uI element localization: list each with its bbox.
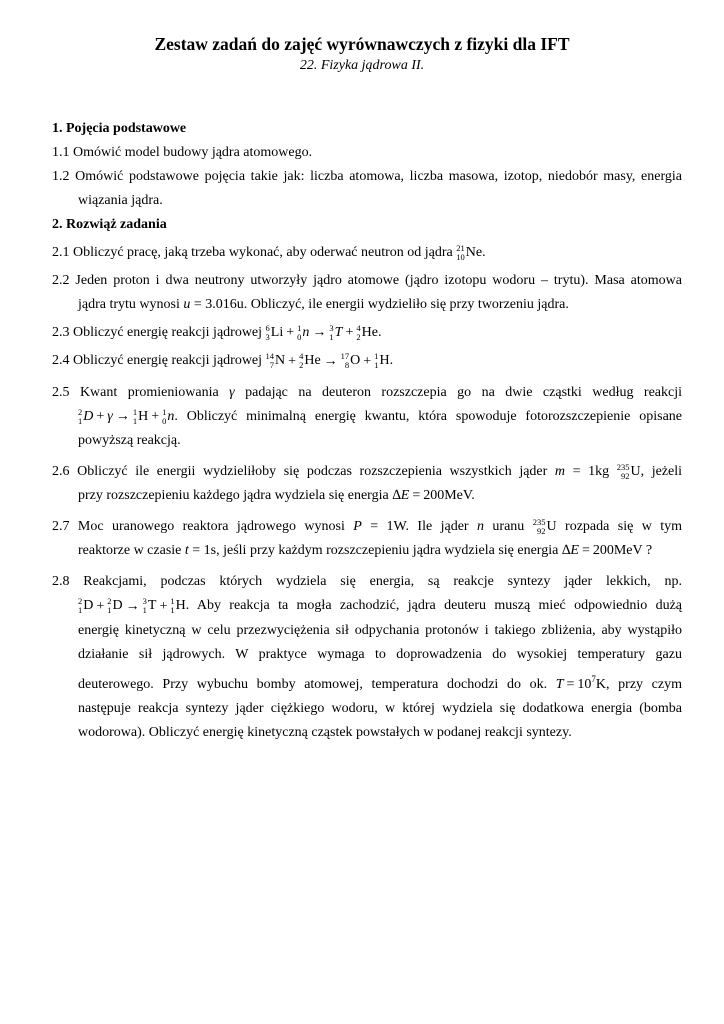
mass-number: 2 <box>107 596 112 607</box>
mass-number: 17 <box>340 351 350 362</box>
task-text: 2.7 Moc uranowego reaktora jądrowego wynosi <box>52 519 345 535</box>
element-symbol: H <box>379 353 390 369</box>
element-symbol: U <box>630 463 641 479</box>
task-text: padając na deuteron rozszczepia go na dwie cząstki według reakcji <box>245 384 683 400</box>
task-text: . Aby reakcja ta mogła zachodzić, jądra deuteru muszą mieć odpowiednio dużą <box>185 598 682 614</box>
atomic-number: 1 <box>132 415 138 426</box>
task-text: = 1W. Ile jąder <box>370 519 469 535</box>
nuclide-o17 <box>341 349 361 373</box>
nuclide-h <box>133 405 148 429</box>
page-title: Zestaw zadań do zajęć wyrównawczych z fizyki dla IFT <box>154 34 570 54</box>
mass-number: 21 <box>456 243 465 253</box>
question-mark: ? <box>645 543 653 559</box>
task-text: rozpada się w tym <box>565 519 683 535</box>
task-2-8-line2 <box>52 594 682 618</box>
element-symbol: O <box>350 353 361 369</box>
element-symbol: H <box>175 598 186 614</box>
element-symbol: He <box>304 353 321 369</box>
task-text: = 1kg <box>572 464 610 480</box>
nuclide-d <box>78 594 93 618</box>
task-2-2-line1: 2.2 Jeden proton i dwa neutrony utworzyły jądro atomowe (jądro izotopu wodoru – trytu). Masa atomowa <box>52 273 682 289</box>
mass-number: 2 <box>78 406 83 417</box>
plus-sign: + <box>286 325 295 341</box>
nuclide-t <box>143 594 157 618</box>
nuclide-h <box>170 594 185 618</box>
task-2-8-line5 <box>52 667 682 697</box>
atomic-number: 1 <box>142 605 147 616</box>
element-symbol: H <box>138 408 149 424</box>
task-text: = 3.016u. Obliczyć, ile energii wydzieliło się przy tworzeniu jądra. <box>193 297 569 313</box>
period: . <box>377 325 382 341</box>
atomic-number: 3 <box>265 332 270 343</box>
plus-sign: + <box>345 325 354 341</box>
mass-number: 4 <box>299 351 304 362</box>
mass-number: 235 <box>532 517 546 528</box>
section-heading: 2. Rozwiąż zadania <box>52 217 167 232</box>
atomic-number: 0 <box>162 415 167 426</box>
task-1-2-line1: 1.2 Omówić podstawowe pojęcia takie jak: liczba atomowa, liczba masowa, izotop, niedobór masy, energia <box>52 169 682 184</box>
temp-exponent: 7 <box>591 673 596 684</box>
mass-number: 2 <box>78 596 83 607</box>
energy-value: 200MeV <box>592 543 643 559</box>
task-text: 2.4 Obliczyć energię reakcji jądrowej <box>52 353 263 369</box>
element-symbol: T <box>147 598 157 614</box>
mass-number: 4 <box>356 323 361 334</box>
element-symbol: Ne <box>465 245 483 260</box>
arrow-sign: → <box>323 353 338 369</box>
plus-sign: + <box>96 598 105 614</box>
arrow-sign: → <box>312 325 327 341</box>
math-var-t: t <box>184 543 189 559</box>
nuclide-n <box>162 405 174 429</box>
nuclide-li <box>266 321 284 345</box>
element-symbol: D <box>112 598 123 614</box>
task-text: przy rozszczepieniu każdego jądra wydziela się energia <box>78 488 389 504</box>
math-var-temp: T <box>555 676 564 692</box>
period: . <box>471 488 475 504</box>
atomic-number: 10 <box>456 252 465 262</box>
atomic-number: 7 <box>269 360 275 371</box>
nuclide-he <box>356 321 378 345</box>
task-text: deuterowego. Przy wybuchu bomby atomowej, temperatura dochodzi do ok. <box>78 676 548 692</box>
atomic-number: 92 <box>620 470 630 481</box>
plus-sign: + <box>363 353 372 369</box>
task-2-5-line2 <box>52 405 682 429</box>
element-symbol: N <box>275 353 286 369</box>
element-symbol: D <box>83 408 94 424</box>
task-text: , przy czym <box>606 676 682 692</box>
task-1-2-line2: wiązania jądra. <box>78 193 163 208</box>
atomic-number: 1 <box>374 360 379 371</box>
atomic-number: 0 <box>297 332 302 343</box>
task-2-8-line4: działanie sił jądrowych. W praktyce wymaga to doprowadzenia do wysokiej temperatury gazu <box>78 646 682 662</box>
task-text: 2.5 Kwant promieniowania <box>52 384 219 400</box>
nuclide-t <box>329 321 342 345</box>
task-2-6-line2 <box>52 484 682 508</box>
element-symbol: U <box>546 519 557 535</box>
task-text: , jeżeli <box>640 464 682 480</box>
nuclide-u235 <box>617 460 641 484</box>
arrow-sign: → <box>125 598 140 614</box>
task-text: reaktorze w czasie <box>78 543 182 559</box>
atomic-number: 1 <box>78 605 83 616</box>
nuclide-h <box>374 349 389 373</box>
task-text: 2.1 Obliczyć pracę, jaką trzeba wykonać, aby oderwać neutron od jądra <box>52 245 453 261</box>
equals-sign: = <box>581 543 590 559</box>
page-subtitle: 22. Fizyka jądrowa II. <box>299 58 425 73</box>
mass-number: 6 <box>265 323 270 334</box>
math-gamma: γ <box>229 384 235 400</box>
task-2-5-line1 <box>52 381 682 405</box>
math-var-m: m <box>554 464 566 480</box>
task-1-1: 1.1 Omówić model budowy jądra atomowego. <box>52 145 313 160</box>
temp-unit: K <box>595 676 607 692</box>
task-2-4 <box>52 349 682 373</box>
element-symbol: n <box>302 325 310 341</box>
task-text: jądra trytu wynosi <box>78 297 180 313</box>
task-2-5-line3: powyższą reakcją. <box>78 432 181 448</box>
atomic-number: 2 <box>299 360 304 371</box>
element-symbol: Li <box>270 325 284 341</box>
nuclide-ne <box>456 241 482 265</box>
nuclide-n14 <box>266 349 286 373</box>
plus-sign: + <box>159 598 168 614</box>
nuclide-u235 <box>533 515 557 539</box>
temp-base: 10 <box>577 676 592 692</box>
math-var-p: P <box>353 519 362 535</box>
atomic-number: 1 <box>329 332 334 343</box>
atomic-number: 2 <box>356 332 361 343</box>
atomic-number: 1 <box>107 605 112 616</box>
plus-sign: + <box>288 353 297 369</box>
period: . <box>389 353 394 369</box>
mass-number: 1 <box>170 596 175 607</box>
mass-number: 1 <box>132 406 138 417</box>
equals-sign: = <box>412 488 421 504</box>
atomic-number: 92 <box>536 526 546 537</box>
mass-number: 1 <box>297 323 302 334</box>
plus-sign: + <box>151 408 160 424</box>
math-delta-e: ∆E <box>392 488 410 504</box>
mass-number: 3 <box>329 323 334 334</box>
equals-sign: = <box>566 676 575 692</box>
task-2-6-line1 <box>52 460 682 484</box>
element-symbol: D <box>83 598 94 614</box>
mass-number: 1 <box>162 406 167 417</box>
section-heading: 1. Pojęcia podstawowe <box>52 121 187 136</box>
task-text: = 1s, jeśli przy każdym rozszczepieniu jądra wydziela się energia <box>192 543 559 559</box>
element-symbol: n <box>167 408 175 424</box>
arrow-sign: → <box>115 408 130 424</box>
nuclide-d <box>78 405 93 429</box>
mass-number: 3 <box>142 596 147 607</box>
math-delta-e: ∆E <box>561 543 579 559</box>
nuclide-n <box>297 321 309 345</box>
atomic-number: 1 <box>170 605 175 616</box>
math-var-n: n <box>477 519 484 535</box>
task-2-8-line6: następuje reakcja syntezy jąder ciężkiego wodoru, w której wydziela się dodatkowa energia (bomba <box>78 700 682 716</box>
mass-number: 235 <box>616 461 630 472</box>
period: . <box>482 245 486 261</box>
task-text: 2.3 Obliczyć energię reakcji jądrowej <box>52 325 263 341</box>
task-2-8-line1: 2.8 Reakcjami, podczas których wydziela się energia, są reakcje syntezy jąder lekkich, np. <box>52 574 682 590</box>
plus-sign: + <box>96 408 105 424</box>
task-2-8-line3: energię kinetyczną w celu przezwyciężenia sił odpychania protonów i takiego zbliżenia, aby wystąpiło <box>78 622 682 638</box>
atomic-number: 8 <box>344 360 350 371</box>
element-symbol: He <box>361 325 378 341</box>
element-symbol: T <box>334 325 343 341</box>
nuclide-he <box>299 349 321 373</box>
math-gamma: γ <box>107 408 113 424</box>
mass-number: 1 <box>374 351 379 362</box>
document-body <box>52 117 682 745</box>
atomic-number: 1 <box>78 415 83 426</box>
task-text: . Obliczyć minimalną energię kwantu, która spowoduje fotorozszczepienie opisane <box>174 408 682 424</box>
task-2-3 <box>52 321 682 345</box>
task-2-7-line2 <box>52 539 682 563</box>
task-text: 2.6 Obliczyć ile energii wydzieliłoby się podczas rozszczepienia wszystkich jąder <box>52 464 548 480</box>
task-text: uranu <box>492 519 525 535</box>
task-2-2-line2 <box>52 293 682 317</box>
task-2-1 <box>52 241 682 265</box>
nuclide-d <box>107 594 122 618</box>
task-2-8-line7: wodorowa). Obliczyć energię kinetyczną cząstek powstałych w podanej reakcji syntezy. <box>78 724 572 740</box>
energy-value: 200MeV <box>423 488 472 504</box>
mass-number: 14 <box>265 351 275 362</box>
math-var-u: u <box>183 297 191 313</box>
task-2-7-line1 <box>52 515 682 539</box>
